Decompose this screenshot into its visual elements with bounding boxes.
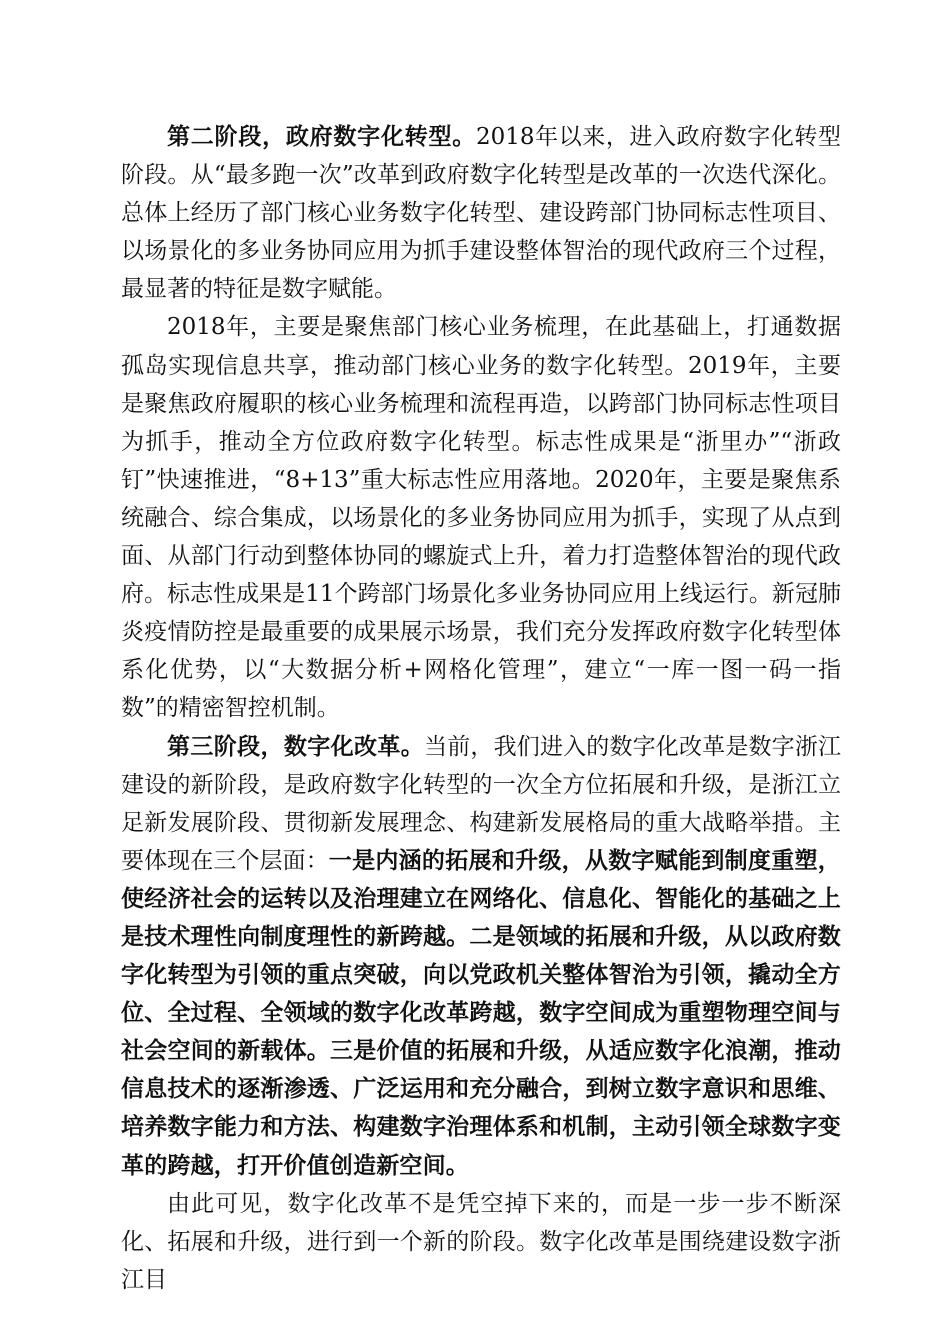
paragraph-stage-two <box>121 118 841 308</box>
stage-three-three-levels: 一是内涵的拓展和升级，从数字赋能到制度重塑，使经济社会的运转以及治理建立在网络化、信息化、智能化的基础之上是技术理性向制度理性的新跨越。二是领域的拓展和升级，从以政府数字化转型为引领的重点突破，向以党政机关整体智治为引领，撬动全方位、全过程、全领域的数字化改革跨越，数字空间成为重塑物理空间与社会空间的新载体。三是价值的拓展和升级，从适应数字化浪潮，推动信息技术的逐渐渗透、广泛运用和充分融合，到树立数字意识和思维、培养数字能力和方法、构建数字治理体系和机制，主动引领全球数字变革的跨越，打开价值创造新空间。 <box>121 847 841 1179</box>
conclusion-text: 由此可见，数字化改革不是凭空掉下来的，而是一步一步不断深化、拓展和升级，进行到一个新的阶段。数字化改革是围绕建设数字浙江目 <box>121 1190 841 1293</box>
document-body <box>121 118 841 1299</box>
yearly-progress-text: 2018年，主要是聚焦部门核心业务梳理，在此基础上，打通数据孤岛实现信息共享，推动部门核心业务的数字化转型。2019年，主要是聚焦政府履职的核心业务梳理和流程再造，以跨部门协同标志性项目为抓手，推动全方位政府数字化转型。标志性成果是“浙里办”“浙政钉”快速推进，“8+13”重大标志性应用落地。2020年，主要是聚焦系统融合、综合集成，以场景化的多业务协同应用为抓手，实现了从点到面、从部门行动到整体协同的螺旋式上升，着力打造整体智治的现代政府。标志性成果是11个跨部门场景化多业务协同应用上线运行。新冠肺炎疫情防控是最重要的成果展示场景，我们充分发挥政府数字化转型体系化优势，以“大数据分析+网格化管理”，建立“一库一图一码一指数”的精密智控机制。 <box>121 314 841 722</box>
paragraph-conclusion <box>121 1185 841 1299</box>
paragraph-stage-three <box>121 728 841 1185</box>
stage-two-text: 2018年以来，进入政府数字化转型阶段。从“最多跑一次”改革到政府数字化转型是改革的一次迭代深化。总体上经历了部门核心业务数字化转型、建设跨部门协同标志性项目、以场景化的多业务协同应用为抓手建设整体智治的现代政府三个过程，最显著的特征是数字赋能。 <box>121 124 841 303</box>
stage-two-heading: 第二阶段，政府数字化转型。 <box>167 124 477 150</box>
paragraph-yearly-progress <box>121 308 841 727</box>
stage-three-text: 当前，我们进入的数字化改革是数字浙江建设的新阶段，是政府数字化转型的一次全方位拓展和升级，是浙江立足新发展阶段、贯彻新发展理念、构建新发展格局的重大战略举措。主要体现在三个层面： <box>121 733 842 874</box>
stage-three-heading: 第三阶段，数字化改革。 <box>167 733 425 760</box>
